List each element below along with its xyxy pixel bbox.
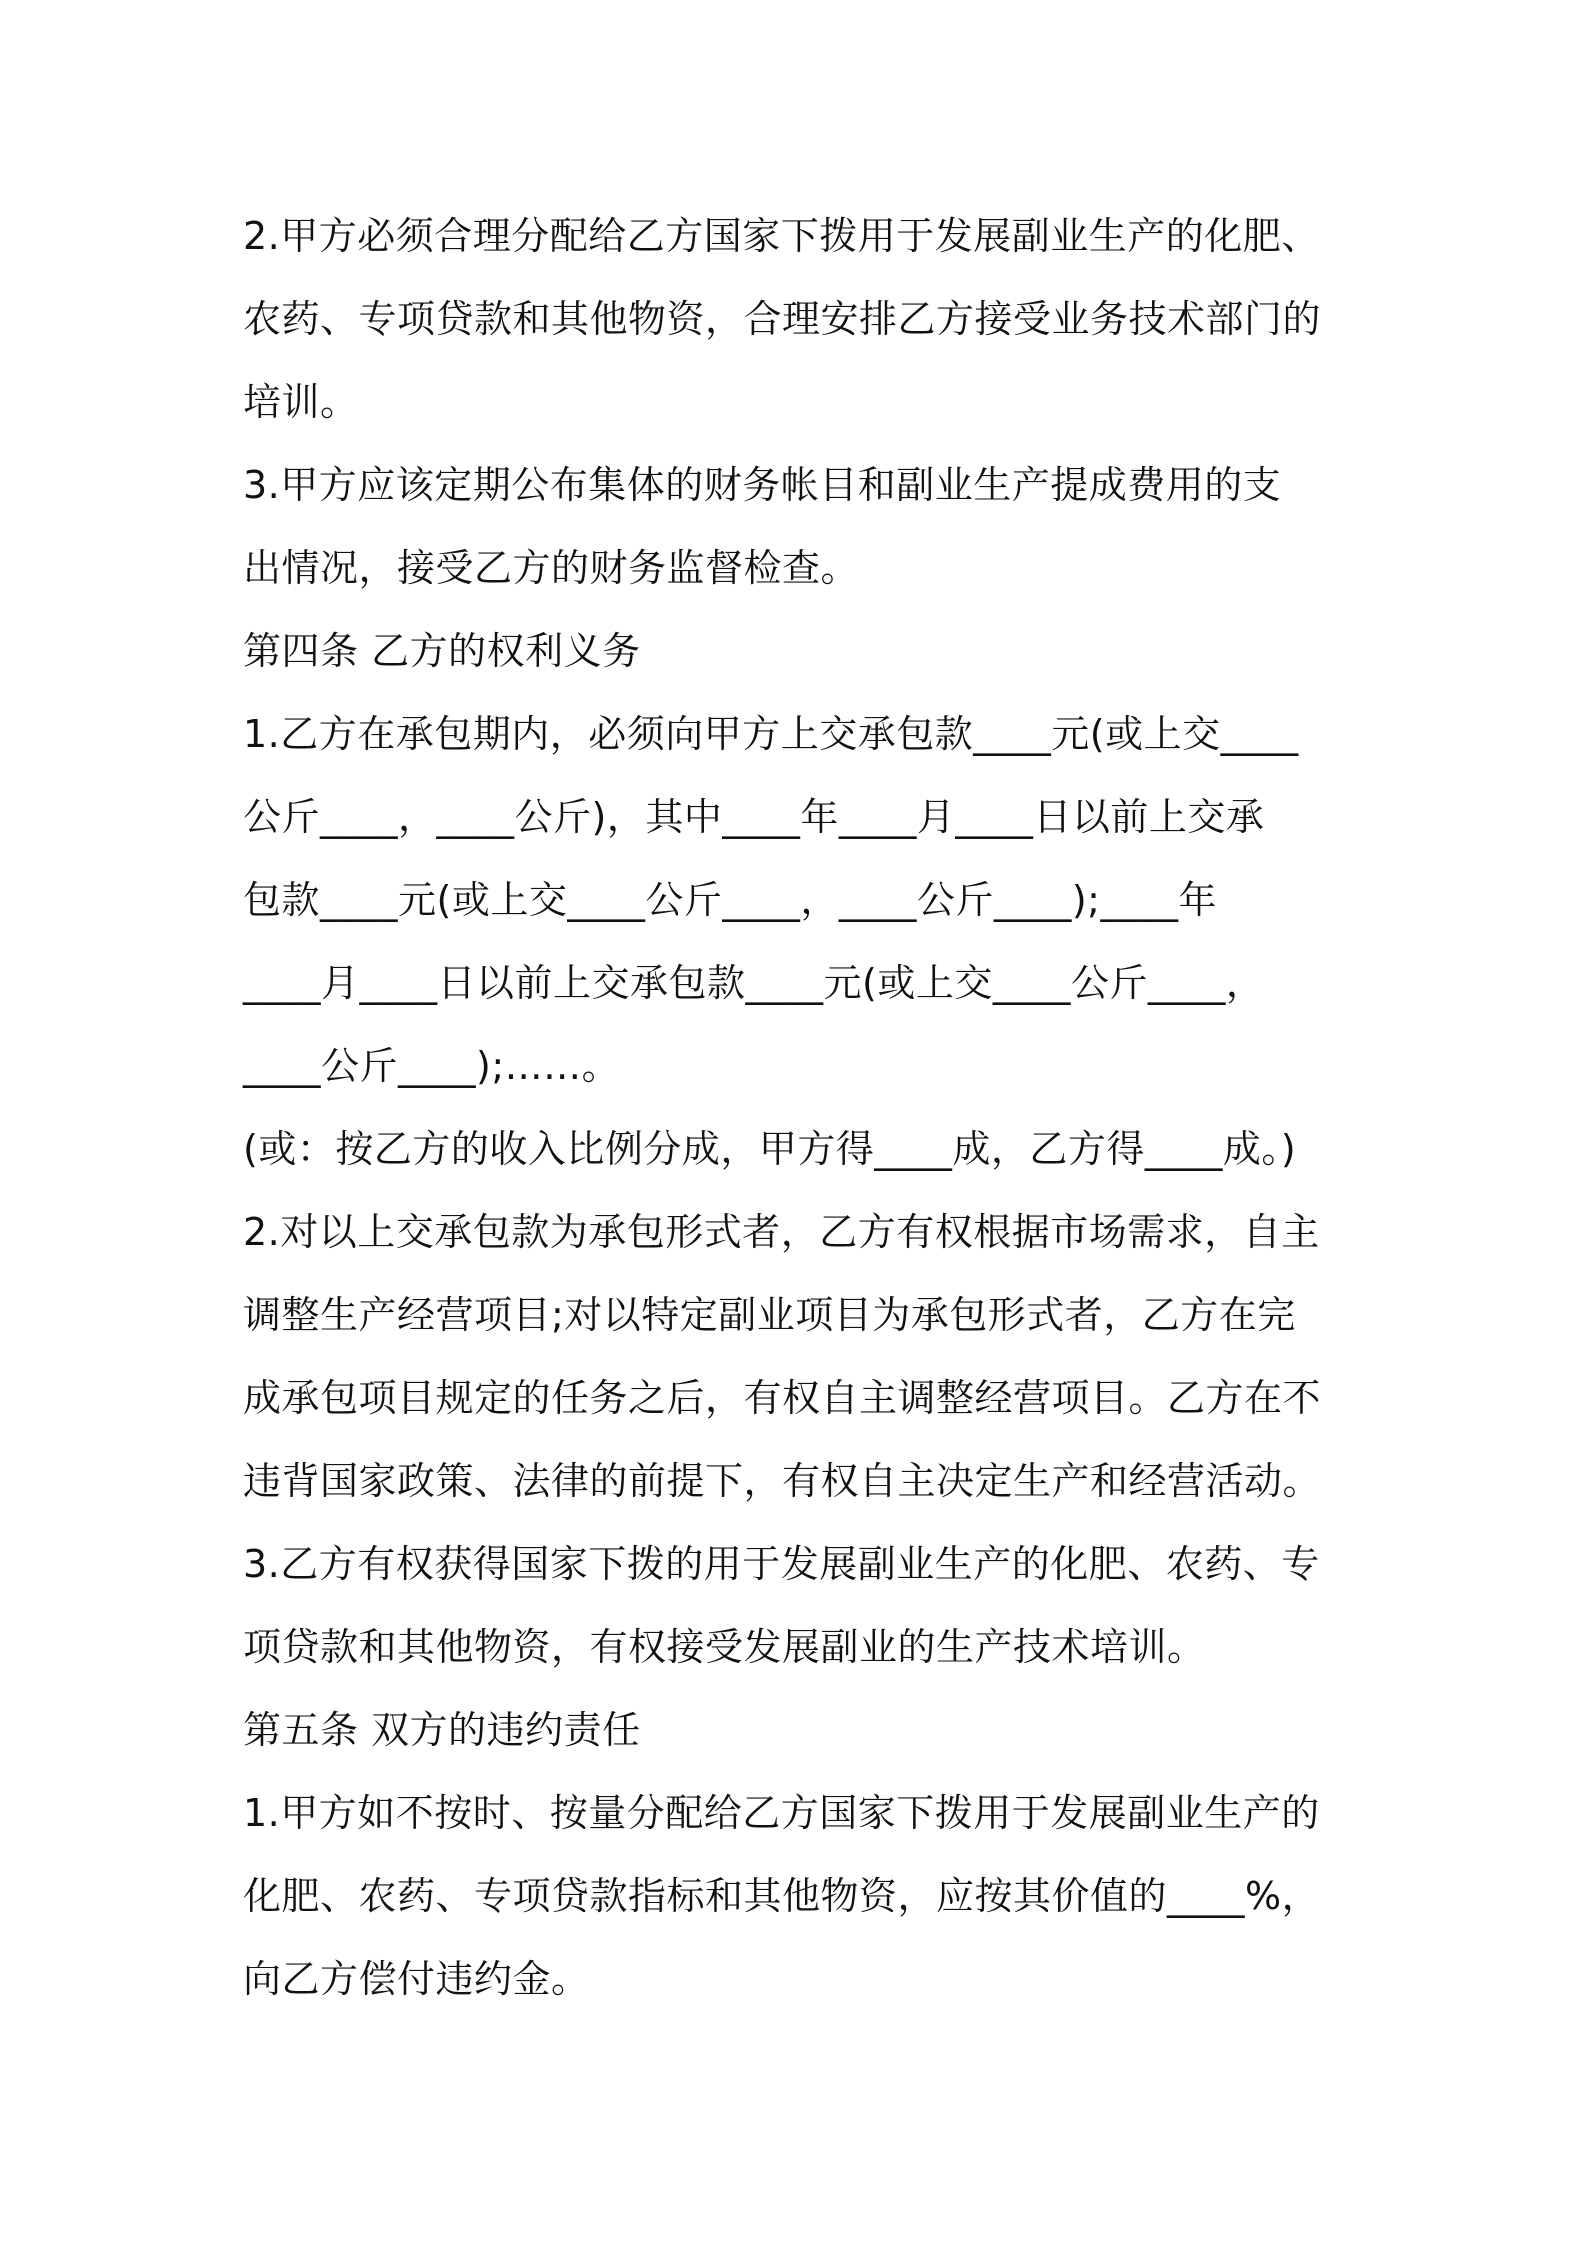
article-5-heading: 第五条 双方的违约责任 xyxy=(243,1708,641,1752)
clause-4-item-1: 1.乙方在承包期内，必须向甲方上交承包款____元(或上交____ 公斤____，____公斤)，其中____年____月____日以前上交承 包款____元(或上交____公斤____，____公斤____);____年 ____月____日以前上交承包款____元(或上交____公斤____， ____公斤____);……。 xyxy=(243,712,1299,1088)
clause-3-item-3: 3.甲方应该定期公布集体的财务帐目和副业生产提成费用的支 出情况，接受乙方的财务监督检查。 xyxy=(243,463,1282,590)
article-4-heading: 第四条 乙方的权利义务 xyxy=(243,629,641,673)
clause-5-item-1: 1.甲方如不按时、按量分配给乙方国家下拨用于发展副业生产的 化肥、农药、专项贷款指标和其他物资，应按其价值的____%， 向乙方偿付违约金。 xyxy=(243,1791,1321,2001)
clause-4-item-2: 2.对以上交承包款为承包形式者，乙方有权根据市场需求，自主 调整生产经营项目;对以特定副业项目为承包形式者，乙方在完 成承包项目规定的任务之后，有权自主调整经营项目。乙方在不 违背国家政策、法律的前提下，有权自主决定生产和经营活动。 xyxy=(243,1210,1322,1503)
clause-4-item-3: 3.乙方有权获得国家下拨的用于发展副业生产的化肥、农药、专 项贷款和其他物资，有权接受发展副业的生产技术培训。 xyxy=(243,1542,1320,1669)
document-body xyxy=(243,195,1363,2021)
clause-4-alternative: (或：按乙方的收入比例分成，甲方得____成，乙方得____成。) xyxy=(243,1127,1297,1171)
clause-3-item-2: 2.甲方必须合理分配给乙方国家下拨用于发展副业生产的化肥、 农药、专项贷款和其他物资，合理安排乙方接受业务技术部门的 培训。 xyxy=(243,214,1322,424)
